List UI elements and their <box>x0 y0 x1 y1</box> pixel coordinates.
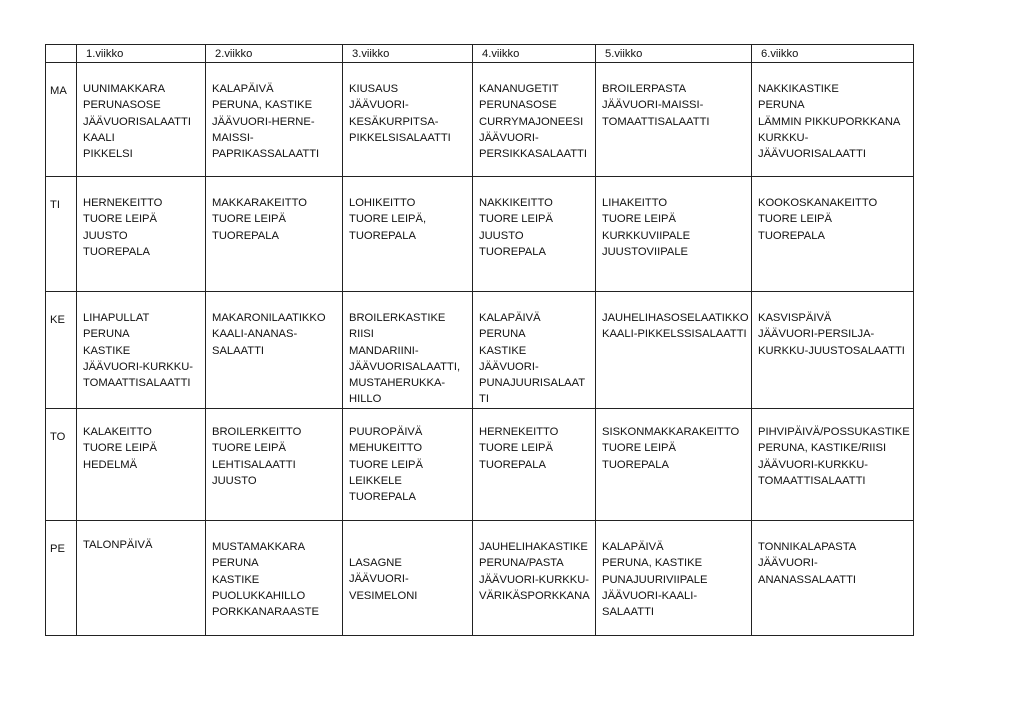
menu-item: JÄÄVUORI-KURKKU- <box>479 573 590 586</box>
menu-item: KALAPÄIVÄ <box>602 541 664 554</box>
menu-cell <box>752 409 914 521</box>
menu-item: KANANUGETIT <box>479 83 559 96</box>
menu-item: TUOREPALA <box>349 229 416 242</box>
menu-item: TUORE LEIPÄ <box>212 213 286 226</box>
day-label: KE <box>46 292 77 409</box>
menu-item: BROILERPASTA <box>602 83 687 96</box>
menu-item: KURKKUVIIPALE <box>602 229 691 242</box>
menu-cell <box>206 292 343 409</box>
menu-item: TUORE LEIPÄ <box>212 442 286 455</box>
menu-item: JÄÄVUORI-MAISSI- <box>602 99 704 112</box>
menu-item: TUORE LEIPÄ <box>602 442 676 455</box>
menu-cell <box>473 292 596 409</box>
menu-item: PIHVIPÄIVÄ/POSSUKASTIKE <box>758 426 910 439</box>
menu-cell <box>206 63 343 177</box>
menu-item: TOMAATTISALAATTI <box>83 377 191 390</box>
table-row <box>46 63 914 177</box>
table-row <box>46 177 914 292</box>
menu-item: LASAGNE <box>349 557 402 570</box>
menu-item: JÄÄVUORI- <box>479 360 539 373</box>
menu-item: HILLO <box>349 393 382 406</box>
menu-cell <box>77 177 206 292</box>
menu-item: PUUROPÄIVÄ <box>349 426 423 439</box>
menu-item: PUNAJUURISALAAT <box>479 377 586 390</box>
menu-item: PERUNA, KASTIKE/RIISI <box>758 442 887 455</box>
header-week-4: 4.viikko <box>473 45 596 63</box>
menu-item: KESÄKURPITSA- <box>349 115 439 128</box>
menu-item: JAUHELIHASOSELAATIKKO <box>602 312 749 325</box>
menu-item: TI <box>479 393 489 406</box>
menu-item: MUSTAMAKKARA <box>212 541 306 554</box>
menu-cell <box>596 292 752 409</box>
menu-cell <box>206 409 343 521</box>
menu-item: MAKKARAKEITTO <box>212 197 307 210</box>
menu-item: JÄÄVUORI-PERSILJA- <box>758 328 875 341</box>
menu-item: JÄÄVUORI- <box>758 557 818 570</box>
menu-item: PERUNA <box>83 328 130 341</box>
menu-item: NAKKIKASTIKE <box>758 83 839 96</box>
menu-item: JÄÄVUORI-HERNE- <box>212 115 315 128</box>
menu-item: JÄÄVUORISALAATTI <box>758 148 866 161</box>
menu-cell <box>206 177 343 292</box>
menu-item: JAUHELIHAKASTIKE <box>479 541 588 554</box>
menu-cell <box>206 521 343 636</box>
menu-item: LÄMMIN PIKKUPORKKANA <box>758 115 901 128</box>
menu-item: TUORE LEIPÄ <box>349 458 423 471</box>
menu-item: KALAPÄIVÄ <box>479 312 541 325</box>
header-week-6: 6.viikko <box>752 45 914 63</box>
menu-cell <box>473 63 596 177</box>
menu-cell <box>473 177 596 292</box>
menu-cell <box>752 177 914 292</box>
menu-cell <box>343 521 473 636</box>
menu-item: LIHAPULLAT <box>83 312 150 325</box>
menu-item: JÄÄVUORI- <box>349 99 409 112</box>
menu-item: TUOREPALA <box>479 245 546 258</box>
menu-cell <box>343 292 473 409</box>
menu-item: TUORE LEIPÄ, <box>349 213 427 226</box>
menu-item: TOMAATTISALAATTI <box>602 115 710 128</box>
menu-item: TUORE LEIPÄ <box>83 442 157 455</box>
menu-item: LEHTISALAATTI <box>212 458 296 471</box>
menu-item: KURKKU-JUUSTOSALAATTI <box>758 344 905 357</box>
menu-item: KALAPÄIVÄ <box>212 83 274 96</box>
menu-cell <box>343 63 473 177</box>
menu-item: TUORE LEIPÄ <box>479 213 553 226</box>
menu-item: PIKKELSI <box>83 148 133 161</box>
menu-item: PERUNASOSE <box>479 99 557 112</box>
menu-cell <box>77 409 206 521</box>
menu-item: NAKKIKEITTO <box>479 197 553 210</box>
menu-item: SALAATTI <box>602 606 655 619</box>
menu-item: SALAATTI <box>212 344 265 357</box>
menu-item: PERUNA <box>212 557 259 570</box>
menu-item: TUORE LEIPÄ <box>758 213 832 226</box>
menu-item: SISKONMAKKARAKEITTO <box>602 426 740 439</box>
menu-item: PIKKELSISALAATTI <box>349 131 451 144</box>
menu-item: HERNEKEITTO <box>479 426 559 439</box>
menu-item: TUOREPALA <box>83 245 150 258</box>
menu-item: JÄÄVUORI-KURKKU- <box>758 458 869 471</box>
menu-cell <box>77 292 206 409</box>
menu-item: KASTIKE <box>479 344 527 357</box>
menu-cell <box>596 521 752 636</box>
menu-item: TUOREPALA <box>349 491 416 504</box>
menu-item: TUOREPALA <box>479 458 546 471</box>
menu-item: JUUSTOVIIPALE <box>602 245 689 258</box>
menu-item: KAALI <box>83 131 115 144</box>
menu-item: KAALI-PIKKELSSISALAATTI <box>602 328 747 341</box>
menu-item: LEIKKELE <box>349 474 402 487</box>
menu-item: RIISI <box>349 328 374 341</box>
menu-item: ANANASSALAATTI <box>758 573 857 586</box>
day-label: TI <box>46 177 77 292</box>
lunch-menu-table <box>45 44 914 636</box>
menu-item: TOMAATTISALAATTI <box>758 474 866 487</box>
header-row <box>46 45 914 63</box>
menu-item: JÄÄVUORI-KURKKU- <box>83 360 194 373</box>
menu-cell <box>752 292 914 409</box>
day-label: PE <box>46 521 77 636</box>
menu-item: PUNAJUURIVIIPALE <box>602 573 708 586</box>
table-row <box>46 292 914 409</box>
menu-item: KASTIKE <box>83 344 131 357</box>
menu-cell <box>343 177 473 292</box>
menu-item: BROILERKASTIKE <box>349 312 446 325</box>
menu-item: JÄÄVUORISALAATTI <box>83 115 191 128</box>
table-row <box>46 521 914 636</box>
header-cell-empty <box>46 45 77 63</box>
menu-item: MAKARONILAATIKKO <box>212 312 326 325</box>
menu-item: HEDELMÄ <box>83 458 138 471</box>
menu-item: KASVISPÄIVÄ <box>758 312 832 325</box>
menu-item: KASTIKE <box>212 573 260 586</box>
menu-item: VESIMELONI <box>349 589 418 602</box>
menu-item: LOHIKEITTO <box>349 197 416 210</box>
menu-item: PERUNA <box>758 99 805 112</box>
menu-item: PUOLUKKAHILLO <box>212 589 306 602</box>
menu-cell <box>77 63 206 177</box>
menu-item: PERSIKKASALAATTI <box>479 148 587 161</box>
menu-item: KIUSAUS <box>349 83 399 96</box>
menu-item: JUUSTO <box>212 474 257 487</box>
menu-item: PERUNASOSE <box>83 99 161 112</box>
menu-item: KAALI-ANANAS- <box>212 328 298 341</box>
menu-cell <box>343 409 473 521</box>
menu-item: TUORE LEIPÄ <box>479 442 553 455</box>
menu-item: JÄÄVUORI- <box>349 573 409 586</box>
menu-cell <box>473 409 596 521</box>
menu-item: LIHAKEITTO <box>602 197 668 210</box>
menu-item: PERUNA, KASTIKE <box>602 557 703 570</box>
menu-item: MUSTAHERUKKA- <box>349 377 446 390</box>
day-label: MA <box>46 63 77 177</box>
header-week-2: 2.viikko <box>206 45 343 63</box>
menu-item: JÄÄVUORI-KAALI- <box>602 589 698 602</box>
menu-cell <box>752 521 914 636</box>
menu-item: JUUSTO <box>83 229 128 242</box>
menu-item: JÄÄVUORISALAATTI, <box>349 360 461 373</box>
menu-cell <box>596 177 752 292</box>
menu-item: UUNIMAKKARA <box>83 83 166 96</box>
menu-item: PERUNA <box>479 328 526 341</box>
menu-item: TALONPÄIVÄ <box>83 539 153 552</box>
menu-item: TUORE LEIPÄ <box>83 213 157 226</box>
menu-item: JÄÄVUORI- <box>479 131 539 144</box>
menu-item: TUOREPALA <box>602 458 669 471</box>
menu-item: BROILERKEITTO <box>212 426 302 439</box>
menu-item: MAISSI- <box>212 131 254 144</box>
menu-item: TUOREPALA <box>212 229 279 242</box>
table-row <box>46 409 914 521</box>
menu-cell <box>752 63 914 177</box>
header-week-3: 3.viikko <box>343 45 473 63</box>
day-label: TO <box>46 409 77 521</box>
menu-item: JUUSTO <box>479 229 524 242</box>
header-week-5: 5.viikko <box>596 45 752 63</box>
header-week-1: 1.viikko <box>77 45 206 63</box>
menu-item: HERNEKEITTO <box>83 197 163 210</box>
menu-item: CURRYMAJONEESI <box>479 115 584 128</box>
menu-item: MEHUKEITTO <box>349 442 423 455</box>
menu-item: VÄRIKÄSPORKKANA <box>479 589 590 602</box>
menu-cell <box>596 63 752 177</box>
menu-item: TONNIKALAPASTA <box>758 541 857 554</box>
menu-cell <box>77 521 206 636</box>
menu-item: KALAKEITTO <box>83 426 152 439</box>
menu-item: TUORE LEIPÄ <box>602 213 676 226</box>
menu-item: KOOKOSKANAKEITTO <box>758 197 878 210</box>
menu-item: PERUNA, KASTIKE <box>212 99 313 112</box>
menu-item: PORKKANARAASTE <box>212 606 319 619</box>
menu-item: TUOREPALA <box>758 229 825 242</box>
menu-item: PAPRIKASSALAATTI <box>212 148 320 161</box>
menu-cell <box>473 521 596 636</box>
menu-item: MANDARIINI- <box>349 344 419 357</box>
menu-item: KURKKU- <box>758 131 809 144</box>
menu-item: PERUNA/PASTA <box>479 557 564 570</box>
menu-cell <box>596 409 752 521</box>
